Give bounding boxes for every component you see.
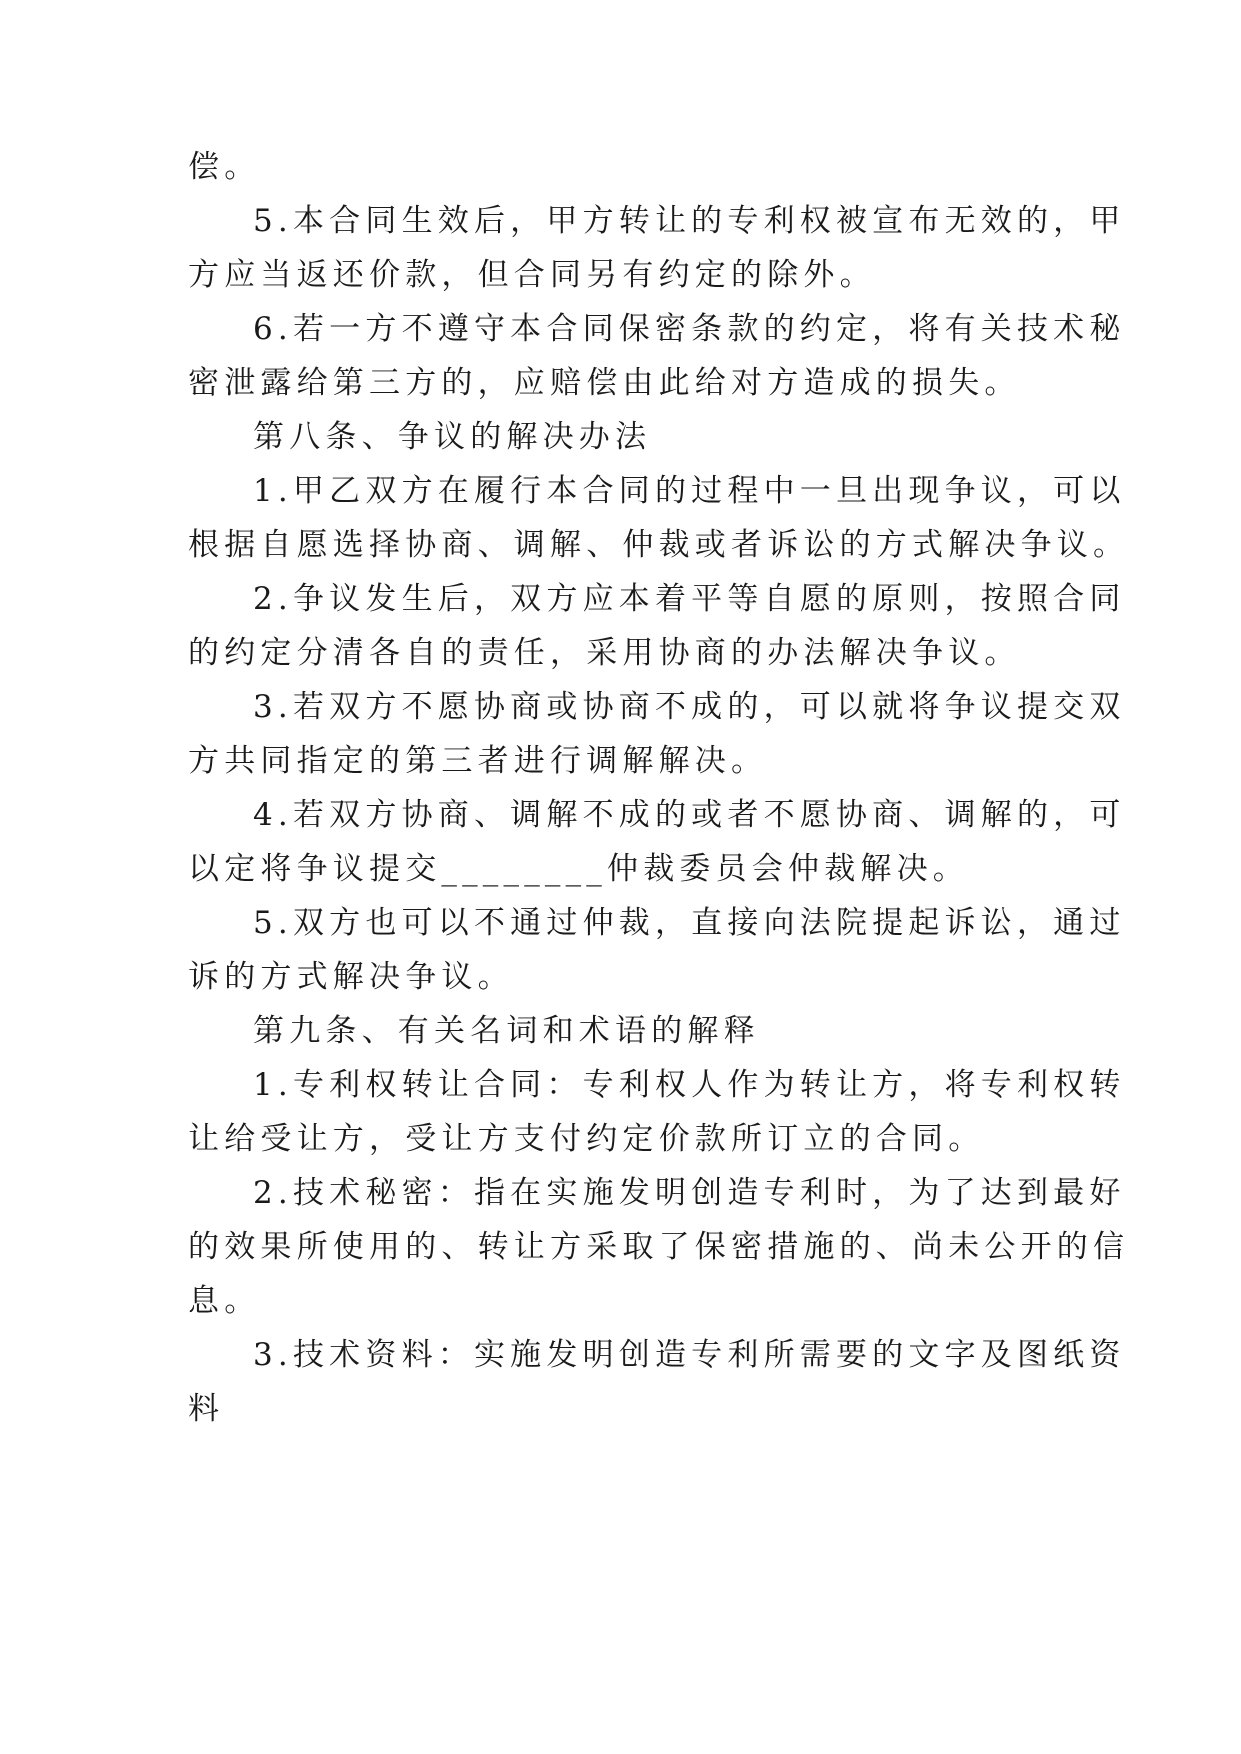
clause-8-item-1-line-1: 1.甲乙双方在履行本合同的过程中一旦出现争议，可以 bbox=[253, 473, 1126, 509]
clause-8-heading: 第八条、争议的解决办法 bbox=[253, 419, 652, 455]
clause-8-item-4-line-2: 以定将争议提交________仲裁委员会仲裁解决。 bbox=[188, 851, 969, 887]
clause-7-item-5-line-1: 5.本合同生效后，甲方转让的专利权被宣布无效的，甲 bbox=[253, 203, 1126, 239]
clause-9-heading: 第九条、有关名词和术语的解释 bbox=[253, 1013, 760, 1049]
clause-8-item-2-line-2: 的约定分清各自的责任，采用协商的办法解决争议。 bbox=[188, 635, 1021, 671]
clause-9-item-3-line-2: 料 bbox=[188, 1391, 225, 1427]
clause-9-item-1-line-1: 1.专利权转让合同：专利权人作为转让方，将专利权转 bbox=[253, 1067, 1126, 1103]
clause-8-item-3-line-2: 方共同指定的第三者进行调解解决。 bbox=[188, 743, 768, 779]
clause-7-item-6-line-1: 6.若一方不遵守本合同保密条款的约定，将有关技术秘 bbox=[253, 311, 1126, 347]
clause-8-item-4-line-1: 4.若双方协商、调解不成的或者不愿协商、调解的，可 bbox=[253, 797, 1126, 833]
clause-7-item-5-line-2: 方应当返还价款，但合同另有约定的除外。 bbox=[188, 257, 876, 293]
clause-9-item-3-line-1: 3.技术资料：实施发明创造专利所需要的文字及图纸资 bbox=[253, 1337, 1126, 1373]
clause-8-item-5-line-2: 诉的方式解决争议。 bbox=[188, 959, 514, 995]
clause-7-item-6-line-2: 密泄露给第三方的，应赔偿由此给对方造成的损失。 bbox=[188, 365, 1021, 401]
clause-9-item-2-line-2: 的效果所使用的、转让方采取了保密措施的、尚未公开的信 bbox=[188, 1229, 1130, 1265]
clause-8-item-5-line-1: 5.双方也可以不通过仲裁，直接向法院提起诉讼，通过 bbox=[253, 905, 1126, 941]
clause-9-item-2-line-3: 息。 bbox=[188, 1283, 261, 1319]
clause-8-item-1-line-2: 根据自愿选择协商、调解、仲裁或者诉讼的方式解决争议。 bbox=[188, 527, 1130, 563]
clause-9-item-1-line-2: 让给受让方，受让方支付约定价款所订立的合同。 bbox=[188, 1121, 985, 1157]
text-line-continuation: 偿。 bbox=[188, 149, 261, 185]
clause-8-item-3-line-1: 3.若双方不愿协商或协商不成的，可以就将争议提交双 bbox=[253, 689, 1126, 725]
clause-8-item-2-line-1: 2.争议发生后，双方应本着平等自愿的原则，按照合同 bbox=[253, 581, 1126, 617]
clause-9-item-2-line-1: 2.技术秘密：指在实施发明创造专利时，为了达到最好 bbox=[253, 1175, 1126, 1211]
